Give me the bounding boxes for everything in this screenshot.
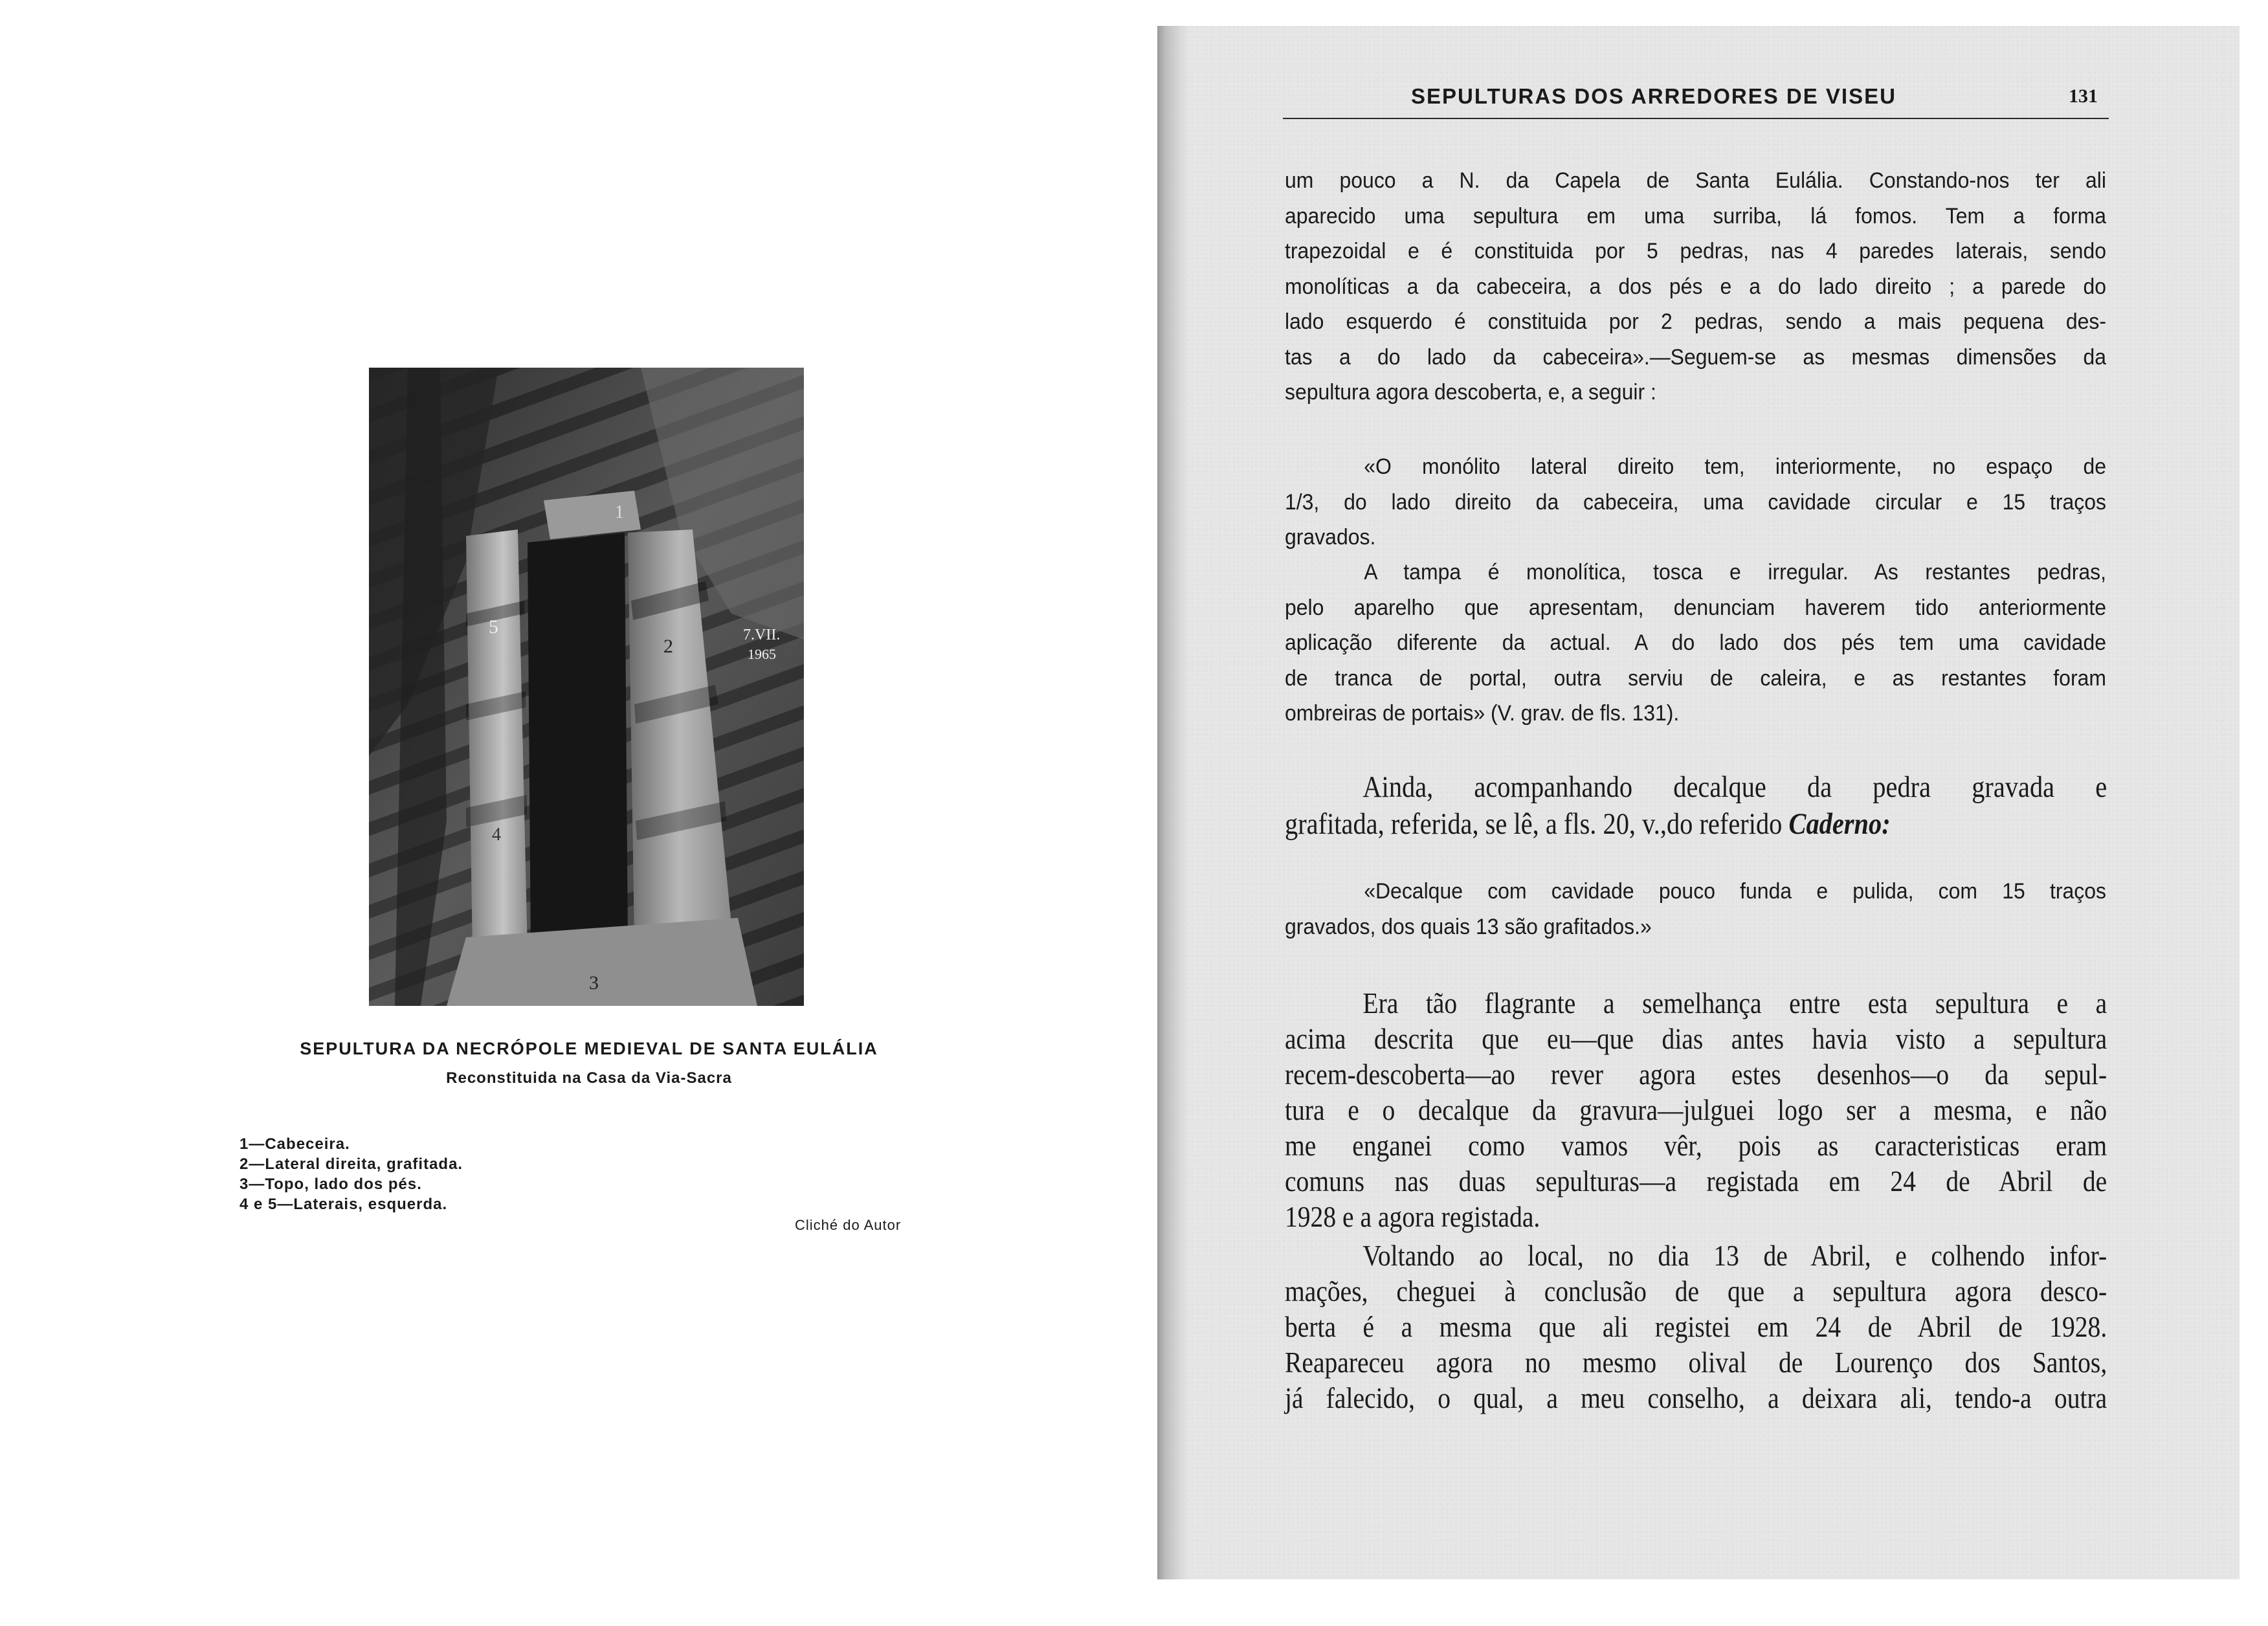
plate-caption-subtitle: Reconstituida na Casa da Via-Sacra xyxy=(446,1069,732,1087)
text-line: recem-descoberta—ao rever agora estes desenhos—o da sepul- xyxy=(1285,1058,2107,1091)
text-line: me enganei como vamos vêr, pois as caracteristicas eram xyxy=(1285,1129,2107,1162)
paragraph-1 xyxy=(1285,163,2106,410)
photo-mark-1: 1 xyxy=(615,502,624,522)
text-line: trapezoidal e é constituida por 5 pedras, nas 4 paredes laterais, sendo xyxy=(1285,239,2106,263)
paragraph-5 xyxy=(1285,874,2106,944)
text-line: Voltando ao local, no dia 13 de Abril, e colhendo infor- xyxy=(1362,1239,2107,1272)
caderno-title: Caderno: xyxy=(1788,807,1891,841)
legend-item: 1—Cabeceira. xyxy=(239,1135,350,1153)
text-line: gravados, dos quais 13 são grafitados.» xyxy=(1285,914,1652,939)
text-line: aplicação diferente da actual. A do lado dos pés tem uma cavidade xyxy=(1285,630,2106,655)
text-line: Ainda, acompanhando decalque da pedra gravada e xyxy=(1362,770,2107,804)
scan-margin xyxy=(0,1579,2268,1626)
photo-mark-2: 2 xyxy=(663,636,673,657)
paragraph-4 xyxy=(1285,769,2107,843)
text-line: ombreiras de portais» (V. grav. de fls. 131). xyxy=(1285,701,1680,726)
text-line: monolíticas a da cabeceira, a dos pés e a do lado direito ; a parede do xyxy=(1285,274,2106,299)
running-head: SEPULTURAS DOS ARREDORES DE VISEU xyxy=(1411,84,1896,108)
left-page xyxy=(0,0,1165,1579)
photo-year-mark: 1965 xyxy=(748,646,776,662)
plate-legend xyxy=(239,1134,628,1214)
text-line: 1928 e a agora registada. xyxy=(1285,1200,1540,1233)
text-line: aparecido uma sepultura em uma surriba, lá fomos. Tem a forma xyxy=(1285,203,2106,228)
header-rule xyxy=(1283,118,2109,119)
text-line: Era tão flagrante a semelhança entre esta sepultura e a xyxy=(1362,986,2107,1019)
text-line: um pouco a N. da Capela de Santa Eulália. Constando-nos ter ali xyxy=(1285,168,2106,193)
text-line: gravados. xyxy=(1285,525,1376,550)
text-line: lado esquerdo é constituida por 2 pedras, sendo a mais pequena des- xyxy=(1285,309,2106,334)
text-line: «O monólito lateral direito tem, interiormente, no espaço de xyxy=(1364,454,2106,479)
text-line: comuns nas duas sepulturas—a registada em 24 de Abril de xyxy=(1285,1164,2107,1197)
photo-mark-3: 3 xyxy=(589,972,599,994)
text-line: de tranca de portal, outra serviu de caleira, e as restantes foram xyxy=(1285,665,2106,691)
legend-item: 4 e 5—Laterais, esquerda. xyxy=(239,1196,448,1213)
text-line: sepultura agora descoberta, e, a seguir : xyxy=(1285,380,1656,405)
page-number: 131 xyxy=(2069,85,2098,107)
tomb-photo-illustration xyxy=(369,368,804,1006)
paragraph-2 xyxy=(1285,449,2106,555)
text-line: A tampa é monolítica, tosca e irregular. As restantes pedras, xyxy=(1364,560,2106,585)
photo-date-mark: 7.VII. xyxy=(743,627,781,643)
text-line: já falecido, o qual, a meu conselho, a deixara ali, tendo-a outra xyxy=(1285,1381,2107,1414)
text-line: tura e o decalque da gravura—julguei logo ser a mesma, e não xyxy=(1285,1093,2107,1126)
text-line xyxy=(1285,806,2107,843)
text-line: mações, cheguei à conclusão de que a sepultura agora desco- xyxy=(1285,1275,2107,1308)
text-line: tas a do lado da cabeceira».—Seguem-se as mesmas dimensões da xyxy=(1285,344,2106,370)
text-line: berta é a mesma que ali registei em 24 de Abril de 1928. xyxy=(1285,1310,2107,1343)
text-line: «Decalque com cavidade pouco funda e pulida, com 15 traços xyxy=(1364,879,2106,904)
text-line: Reapareceu agora no mesmo olival de Lourenço dos Santos, xyxy=(1285,1346,2107,1379)
legend-item: 2—Lateral direita, grafitada. xyxy=(239,1155,463,1173)
text-line: acima descrita que eu—que dias antes havia visto a sepultura xyxy=(1285,1022,2107,1055)
text-line: 1/3, do lado direito da cabeceira, uma cavidade circular e 15 traços xyxy=(1285,489,2106,515)
photo-credit: Cliché do Autor xyxy=(795,1217,902,1233)
legend-item: 3—Topo, lado dos pés. xyxy=(239,1175,422,1193)
paragraph-7 xyxy=(1285,1238,2107,1416)
text-fragment: grafitada, referida, se lê, a fls. 20, v.,do referido xyxy=(1285,807,1783,841)
photo-mark-5: 5 xyxy=(489,616,498,638)
tomb-photograph xyxy=(369,368,804,1006)
paragraph-3 xyxy=(1285,555,2106,731)
book-gutter xyxy=(1157,26,1190,1579)
plate-caption-title: SEPULTURA DA NECRÓPOLE MEDIEVAL DE SANTA EULÁLIA xyxy=(300,1039,878,1058)
text-line: pelo aparelho que apresentam, denunciam haverem tido anteriormente xyxy=(1285,595,2106,620)
photo-mark-4: 4 xyxy=(492,825,501,845)
paragraph-6 xyxy=(1285,985,2107,1234)
